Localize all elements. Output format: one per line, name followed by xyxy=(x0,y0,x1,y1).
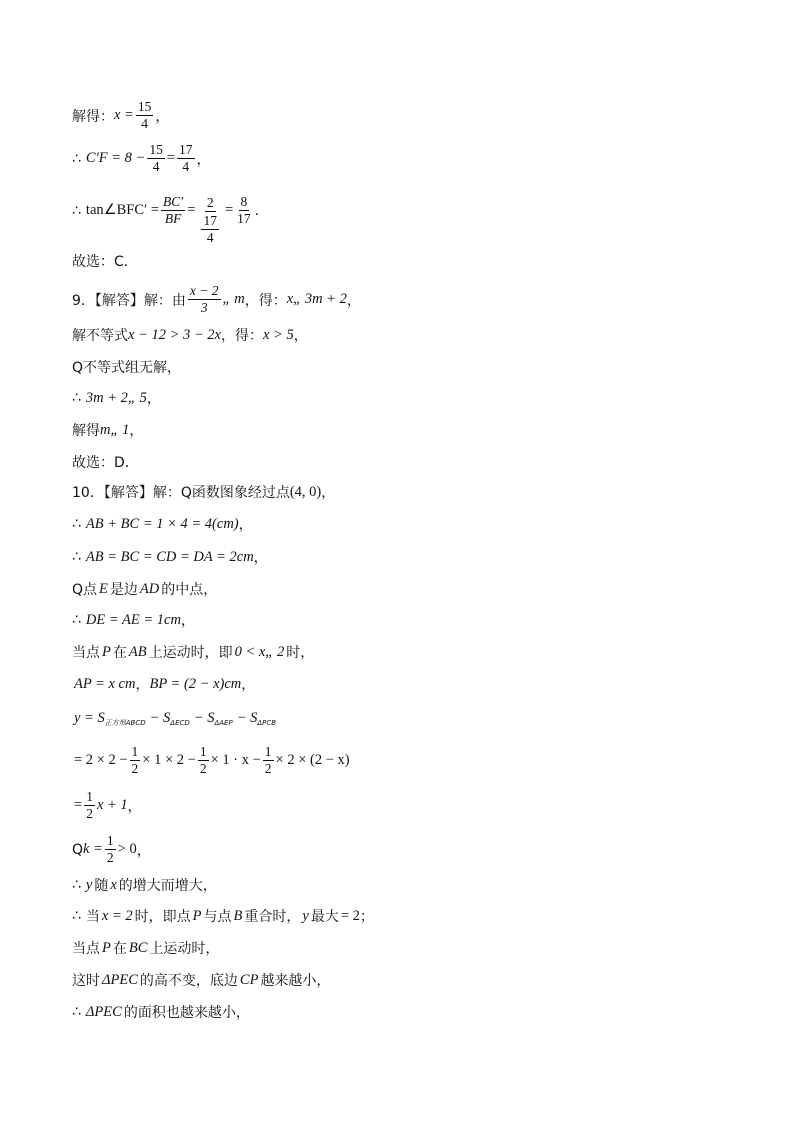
math-var: E xyxy=(99,580,108,597)
math-var: BC xyxy=(128,939,148,956)
subscript: 正方形ABCD xyxy=(104,718,146,727)
fraction: $\frac{1}{2}$ xyxy=(199,744,207,777)
fraction: $\frac{15}{4}$ xyxy=(137,99,152,132)
line-case-bc xyxy=(72,938,219,958)
text: 随 xyxy=(94,878,109,894)
text: 当点 xyxy=(72,645,100,661)
math-expr: x − 12 > 3 − 2x xyxy=(128,326,221,343)
line-area-result xyxy=(74,790,142,821)
answer-text: 故选：D． xyxy=(72,455,139,471)
fraction: $\frac{17}{4}$ xyxy=(179,142,193,175)
math-var: P xyxy=(102,939,111,956)
fraction: $\frac{8}{17}$ xyxy=(237,194,251,227)
line-case-ab xyxy=(72,642,314,662)
math-expr: „ m xyxy=(222,291,245,308)
line-midpoint xyxy=(72,579,217,599)
line-solve-m xyxy=(72,420,143,440)
punct: ， xyxy=(146,391,161,407)
text: 重合时， xyxy=(244,909,301,925)
line-height-constant xyxy=(72,970,330,990)
math-expr: tan∠BFC′ = xyxy=(85,202,160,219)
text: 在 xyxy=(112,941,127,957)
equals: = xyxy=(224,202,234,219)
math-expr: × 2 × (2 − x) xyxy=(275,752,350,769)
line-area-decrease xyxy=(72,1002,250,1022)
math-expr: x = xyxy=(114,107,134,124)
equals: = xyxy=(187,202,196,219)
subscript: ΔPCB xyxy=(257,718,277,727)
therefore-symbol: ∴ xyxy=(72,202,81,219)
text: 时，即点 xyxy=(134,909,191,925)
math-expr: (4, 0) xyxy=(289,483,322,500)
fraction: $\frac{15}{4}$ xyxy=(149,142,163,175)
punct: ； xyxy=(359,909,374,925)
line-ap-bp xyxy=(74,674,255,694)
line-max xyxy=(72,906,374,926)
math-expr: − S xyxy=(149,710,171,726)
line-de-ae xyxy=(72,610,195,630)
line-area-expand xyxy=(74,745,350,776)
math-expr: × 1 × 2 − xyxy=(142,752,196,769)
math-expr: x = 2 xyxy=(101,907,133,924)
text: 的增大而增大， xyxy=(118,878,217,894)
math-expr: 0 < x„ 2 xyxy=(234,643,285,660)
text: 当点 xyxy=(72,941,100,957)
equals: = xyxy=(74,797,83,814)
math-expr: BP = (2 − x)cm xyxy=(149,675,242,692)
subscript: ΔAEP xyxy=(214,718,233,727)
text: ，得： xyxy=(244,292,287,309)
because-symbol: Q xyxy=(72,841,84,858)
line-area-formula xyxy=(74,710,276,727)
math-expr: = 2 × 2 − xyxy=(74,752,128,769)
punct: ， xyxy=(293,328,308,344)
math-expr: DE = AE = 1cm xyxy=(85,611,181,628)
punct: . xyxy=(254,202,260,219)
text: 上运动时，即 xyxy=(148,645,233,661)
fraction: x − 2 3 xyxy=(189,283,219,316)
text: 当 xyxy=(85,909,100,925)
text: 的中点， xyxy=(161,582,218,598)
text: 是边 xyxy=(109,582,138,598)
math-expr: − S xyxy=(193,710,215,726)
math-expr: − S xyxy=(236,710,258,726)
therefore-symbol: ∴ xyxy=(72,908,81,924)
fraction: $\frac{1}{2}$ xyxy=(131,744,139,777)
text: 越来越小， xyxy=(260,973,331,989)
fraction: $\frac{BC'}{BF}$ xyxy=(163,194,184,227)
text: 上运动时， xyxy=(149,941,220,957)
math-var: B xyxy=(233,907,243,924)
therefore-symbol: ∴ xyxy=(72,877,81,893)
line-q9 xyxy=(72,284,361,315)
punct: ， xyxy=(127,798,142,815)
text: 的面积也越来越小， xyxy=(123,1005,250,1021)
text: 与点 xyxy=(203,909,232,925)
therefore-symbol: ∴ xyxy=(72,516,81,532)
complex-fraction: $\frac{2}{\frac{17}{4}}$ xyxy=(203,195,217,246)
text: ，得： xyxy=(220,328,263,344)
punct: ， xyxy=(196,151,211,168)
fraction: $\frac{1}{2}$ xyxy=(86,789,93,822)
question-header: 9．【解答】解：由 xyxy=(72,292,186,309)
math-expr: x„ 3m + 2 xyxy=(286,291,347,308)
line-answer-d xyxy=(72,452,139,472)
math-expr: C′F = 8 − xyxy=(85,150,146,167)
math-expr: x + 1 xyxy=(96,797,128,814)
punct: ， xyxy=(253,550,268,566)
line-cf xyxy=(72,143,211,174)
line-3m xyxy=(72,388,161,408)
math-var: y xyxy=(85,876,93,893)
math-expr: × 1 · x − xyxy=(210,752,261,769)
therefore-symbol: ∴ xyxy=(72,390,81,406)
math-expr: > 0 xyxy=(117,841,137,858)
math-expr: AB = BC = CD = DA = 2cm xyxy=(85,548,254,565)
math-var: P xyxy=(192,907,202,924)
line-ab-bc xyxy=(72,514,253,534)
line-no-solution xyxy=(72,357,181,377)
text: Q点 xyxy=(72,582,98,598)
text: 时， xyxy=(286,645,315,661)
math-expr: m„ 1 xyxy=(100,421,130,438)
line-tan xyxy=(72,186,260,246)
line-increase xyxy=(72,875,217,895)
subscript: ΔECD xyxy=(170,718,190,727)
punct: ， xyxy=(238,517,253,533)
math-expr: y = S xyxy=(74,710,105,726)
math-expr: k = xyxy=(83,841,103,858)
math-expr: x > 5 xyxy=(262,326,294,343)
line-q10 xyxy=(72,482,335,502)
line-answer-c xyxy=(72,251,138,271)
punct: ， xyxy=(136,842,151,859)
label-text: 解得： xyxy=(72,108,114,125)
punct: ， xyxy=(241,677,256,693)
answer-text: 故选：C． xyxy=(72,254,138,270)
text: 解得 xyxy=(72,423,100,439)
fraction: $\frac{1}{2}$ xyxy=(264,744,272,777)
therefore-symbol: ∴ xyxy=(72,612,81,628)
therefore-symbol: ∴ xyxy=(72,549,81,565)
math-expr: AB + BC = 1 × 4 = 4(cm) xyxy=(85,515,239,532)
text: 的高不变，底边 xyxy=(139,973,238,989)
question-header: 10．【解答】解：Q函数图象经过点 xyxy=(72,485,290,501)
punct: ， xyxy=(321,485,336,501)
line-inequality xyxy=(72,325,308,345)
fraction: $\frac{1}{2}$ xyxy=(106,833,114,866)
math-var: CP xyxy=(239,971,259,988)
text: 解不等式 xyxy=(72,328,128,344)
text: 这时 xyxy=(72,973,100,989)
math-expr: AP = x cm xyxy=(74,675,136,692)
punct: ， xyxy=(135,677,150,693)
math-var: P xyxy=(102,643,111,660)
math-expr: ΔPEC xyxy=(85,1003,122,1020)
therefore-symbol: ∴ xyxy=(72,150,81,167)
math-expr: 3m + 2„ 5 xyxy=(85,389,147,406)
punct: ， xyxy=(155,108,170,125)
line-sides xyxy=(72,547,268,567)
punct: ， xyxy=(346,292,361,309)
punct: ， xyxy=(180,613,195,629)
math-var: AB xyxy=(128,643,147,660)
punct: ， xyxy=(129,423,144,439)
equals: = xyxy=(166,150,176,167)
text: 最大 xyxy=(310,909,339,925)
line-solve-x xyxy=(72,100,169,131)
text: 在 xyxy=(112,645,127,661)
math-expr: = 2 xyxy=(340,907,360,924)
text: Q不等式组无解， xyxy=(72,360,182,376)
line-slope xyxy=(72,834,151,865)
math-var: x xyxy=(110,876,117,893)
math-var: AD xyxy=(139,580,160,597)
therefore-symbol: ∴ xyxy=(72,1004,81,1020)
math-var: y xyxy=(302,907,309,924)
math-expr: ΔPEC xyxy=(102,971,138,988)
